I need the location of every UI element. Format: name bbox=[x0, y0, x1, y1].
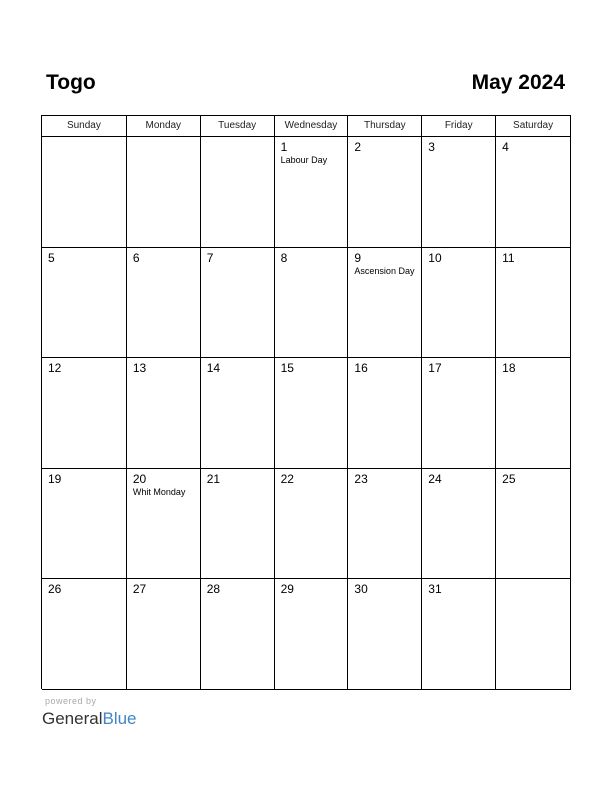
day-number: 29 bbox=[280, 582, 294, 597]
month-year-title: May 2024 bbox=[471, 71, 565, 94]
week-row-4 bbox=[42, 469, 571, 580]
brand-name-general: General bbox=[42, 709, 103, 728]
day-number: 19 bbox=[48, 471, 62, 486]
day-cell bbox=[496, 469, 571, 580]
day-number: 24 bbox=[428, 471, 442, 486]
day-cell bbox=[496, 137, 571, 248]
day-number: 4 bbox=[502, 140, 509, 154]
day-cell bbox=[127, 248, 201, 359]
day-number: 17 bbox=[428, 361, 442, 376]
day-number: 5 bbox=[48, 250, 55, 265]
weekday-saturday: Saturday bbox=[496, 116, 571, 137]
day-cell bbox=[275, 248, 349, 359]
day-number: 2 bbox=[354, 140, 362, 154]
day-cell bbox=[201, 579, 275, 690]
powered-by-text: powered by bbox=[45, 696, 97, 706]
day-number: 16 bbox=[354, 361, 368, 376]
day-cell bbox=[275, 469, 349, 580]
day-number: 27 bbox=[132, 582, 147, 597]
day-cell bbox=[348, 137, 422, 248]
day-number: 20 bbox=[132, 471, 147, 486]
day-cell bbox=[348, 579, 422, 690]
day-number: 21 bbox=[206, 471, 221, 486]
day-cell bbox=[422, 469, 496, 580]
weekday-header-row bbox=[42, 116, 571, 137]
day-cell bbox=[422, 137, 496, 248]
day-cell bbox=[496, 579, 571, 690]
day-cell bbox=[127, 579, 201, 690]
day-cell bbox=[42, 469, 127, 580]
holiday-label: Ascension Day bbox=[354, 265, 415, 276]
day-number: 13 bbox=[132, 361, 147, 376]
day-number: 31 bbox=[428, 582, 442, 597]
week-row-2 bbox=[42, 248, 571, 359]
day-cell bbox=[275, 358, 349, 469]
day-number: 25 bbox=[502, 471, 516, 486]
weekday-monday: Monday bbox=[127, 116, 201, 137]
day-cell bbox=[496, 358, 571, 469]
day-cell bbox=[422, 248, 496, 359]
day-number: 1 bbox=[280, 140, 288, 154]
day-cell bbox=[201, 248, 275, 359]
brand-name-blue: Blue bbox=[102, 709, 137, 728]
weekday-wednesday: Wednesday bbox=[275, 116, 349, 137]
day-number: 18 bbox=[502, 361, 516, 376]
day-number: 7 bbox=[206, 250, 214, 265]
day-cell bbox=[275, 137, 349, 248]
day-cell bbox=[496, 248, 571, 359]
day-cell bbox=[201, 137, 275, 248]
day-cell bbox=[348, 248, 422, 359]
day-number: 6 bbox=[132, 250, 140, 265]
day-number: 22 bbox=[280, 471, 294, 486]
holiday-label: Whit Monday bbox=[132, 486, 186, 497]
day-number: 9 bbox=[354, 250, 362, 265]
day-number: 28 bbox=[206, 582, 221, 597]
day-number: 23 bbox=[354, 471, 368, 486]
day-cell bbox=[127, 469, 201, 580]
day-cell bbox=[348, 358, 422, 469]
day-cell bbox=[201, 469, 275, 580]
day-number: 26 bbox=[48, 582, 62, 597]
day-number: 30 bbox=[354, 582, 368, 597]
day-cell bbox=[275, 579, 349, 690]
day-number: 8 bbox=[280, 250, 288, 265]
day-number: 14 bbox=[206, 361, 221, 376]
day-number: 15 bbox=[280, 361, 294, 376]
country-title: Togo bbox=[46, 71, 96, 94]
day-number: 3 bbox=[428, 140, 435, 154]
day-cell bbox=[42, 137, 127, 248]
day-cell bbox=[127, 137, 201, 248]
day-number: 11 bbox=[502, 250, 515, 265]
day-cell bbox=[348, 469, 422, 580]
calendar-grid bbox=[41, 115, 571, 689]
weekday-thursday: Thursday bbox=[348, 116, 422, 137]
day-number: 10 bbox=[428, 250, 442, 265]
day-cell bbox=[42, 248, 127, 359]
week-row-5 bbox=[42, 579, 571, 690]
day-cell bbox=[127, 358, 201, 469]
day-cell bbox=[42, 579, 127, 690]
day-cell bbox=[422, 579, 496, 690]
weekday-friday: Friday bbox=[422, 116, 496, 137]
week-row-3 bbox=[42, 358, 571, 469]
brand-logo[interactable] bbox=[42, 709, 137, 729]
day-cell bbox=[422, 358, 496, 469]
weekday-tuesday: Tuesday bbox=[201, 116, 275, 137]
day-cell bbox=[201, 358, 275, 469]
footer-branding bbox=[42, 696, 137, 729]
weekday-sunday: Sunday bbox=[42, 116, 127, 137]
holiday-label: Labour Day bbox=[280, 155, 328, 165]
day-cell bbox=[42, 358, 127, 469]
day-number: 12 bbox=[48, 361, 62, 376]
week-row-1 bbox=[42, 137, 571, 248]
